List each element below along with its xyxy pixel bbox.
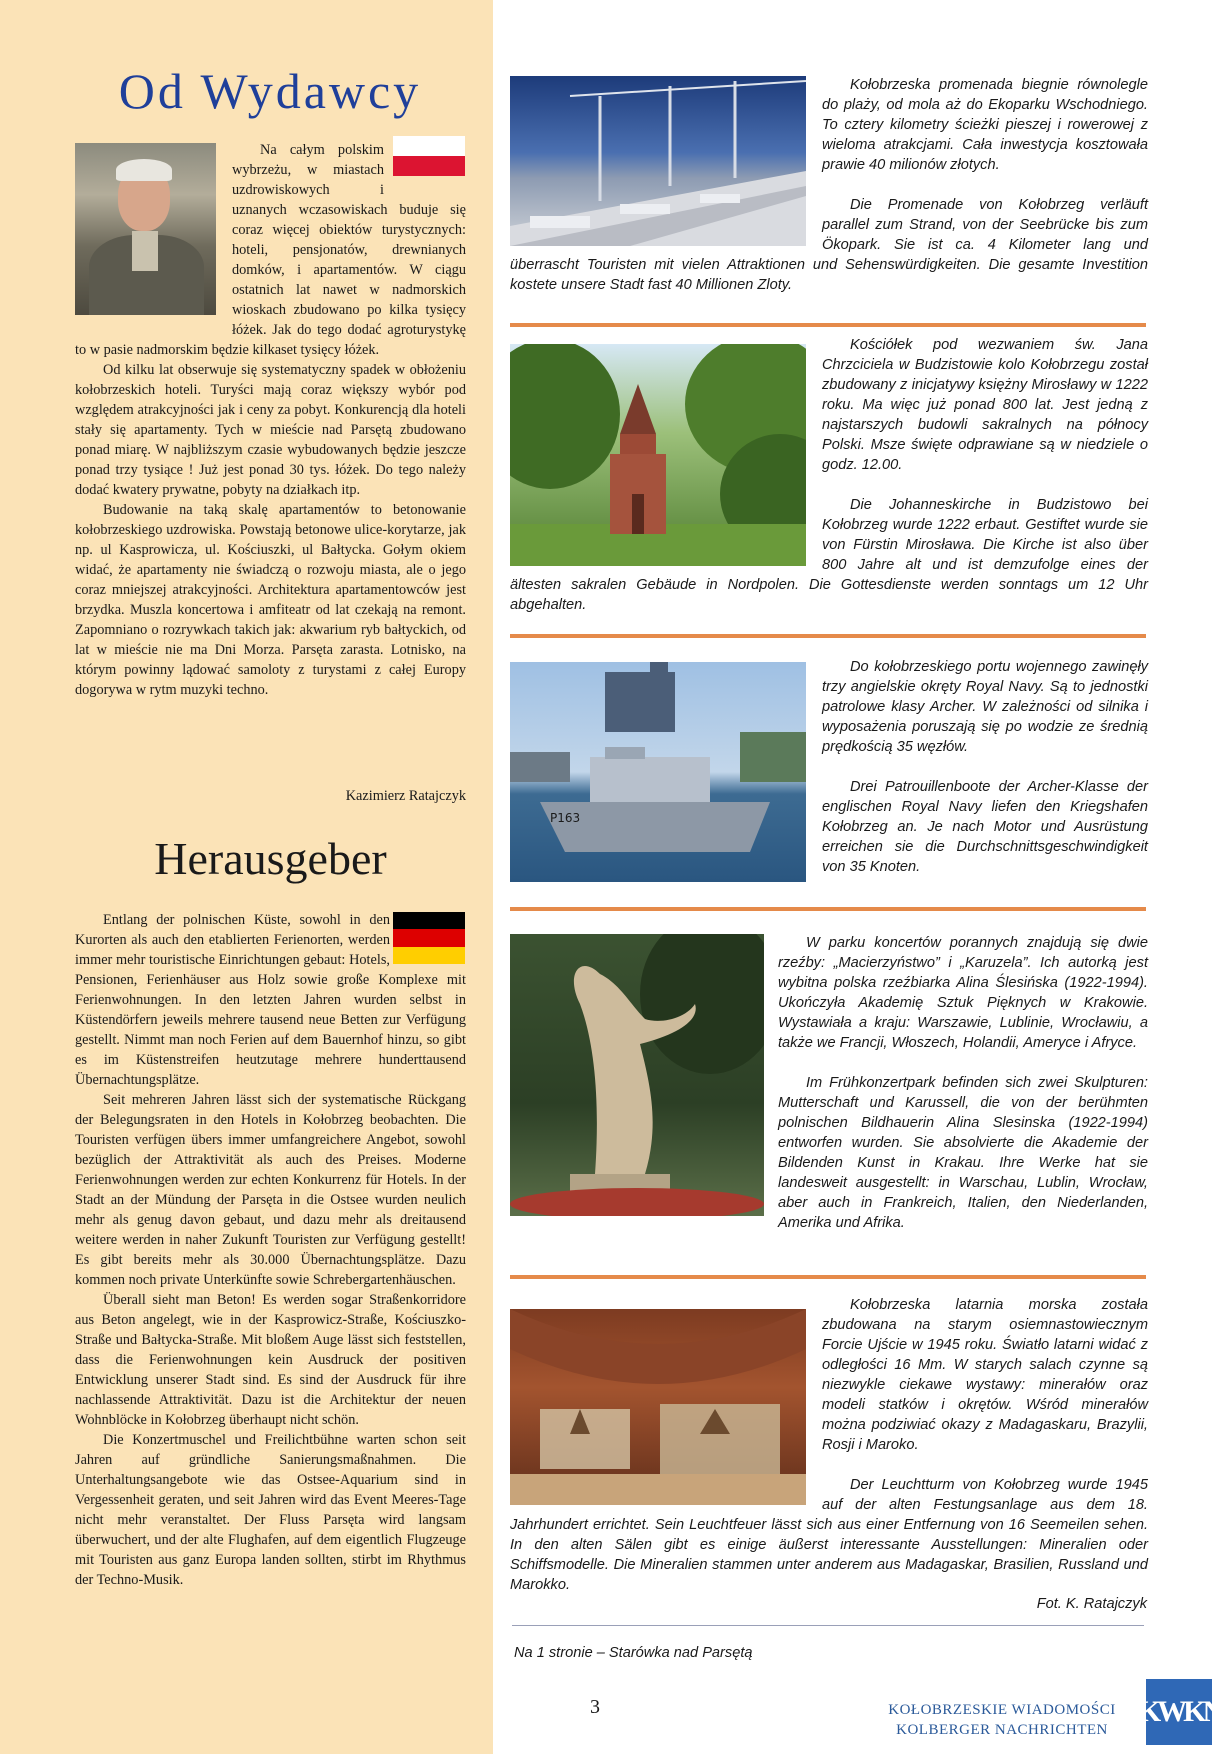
cover-note: Na 1 stronie – Starówka nad Parsętą — [514, 1645, 753, 1661]
photo-float-spacer — [510, 75, 822, 243]
paragraph-de: Überall sieht man Beton! Es werden sogar Straßenkorridore aus Beton angelegt, wie in der Kasprowicz-Straße, Kościuszko-Straße und Bałtycka-Straße. Mit bloßem Auge lässt sich feststellen, dass die Ferienwohnungen kein Ausdruck der positiven Entwicklung unserer Stadt sind. Es sind der Ausdruck für ihre nachlassende Attraktivität. Dazu ist die Architektur der neuen Wohnblöcke in Kołobrzeg überhaupt nicht schön. — [75, 1292, 466, 1428]
paragraph-de: Die Konzertmuschel und Freilichtbühne warten schon seit Jahren auf gründliche Sanierungsmaßnahmen. Die Unterhaltungsangebote wie das Ostsee-Aquarium sind in Vergessenheit geraten, und seit Jahren wird das Event Meeres-Tage nicht mehr veranstaltet. Der Fluss Parsęta wird langsam überwuchert, und der alte Flughafen, auf dem eigentlich Flugzeuge mit Touristen aus ganz Europa landen sollten, stirbt im Rhythmus der Techno-Musik. — [75, 1432, 466, 1588]
flag-float-spacer — [384, 140, 466, 184]
photo-float-spacer — [510, 657, 822, 697]
brand-line-pl: KOŁOBRZESKIE WIADOMOŚCI — [888, 1702, 1116, 1718]
editorial-title-pl: Od Wydawcy — [118, 63, 422, 119]
caption-pl: Kołobrzeska latarnia morska została zbudowana na starym osiemnastowiecznym Forcie Ujście w 1945 roku. Światło latarni widać z odległości 16 Mm. W starych salach czynne są niezwykle ciekawe wystawy: minerałów oraz modeli statków i okrętów. Wśród minerałów można podziwiać okazy z Madagaskaru, Brazylii, Rosji i Maroko. — [822, 1297, 1148, 1453]
caption-pl: Kołobrzeska promenada biegnie równolegle do plaży, od mola aż do Ekoparku Wschodniego. To cztery kilometry ścieżki pieszej i rowerowej z wieloma atrakcjami. Cała inwestycja kosztowała prawie 40 milionów złotych. — [822, 77, 1148, 173]
story-navy-caption — [510, 657, 1148, 877]
section-divider — [510, 634, 1146, 638]
boat-hull-number: P163 — [550, 811, 581, 825]
section-divider — [510, 907, 1146, 911]
author-signature: Kazimierz Ratajczyk — [345, 788, 466, 804]
paragraph-pl: Od kilku lat obserwuje się systematyczny spadek w obłożeniu kołobrzeskich hoteli. Turyści mają coraz większy wybór pod względem atrakcyjności jak i ceny za pobyt. Konkurencją dla hoteli stały się apartamenty. Tych w mieście nad Parsętą zbudowano ponad miarę. W najbliższym czasie wybudowanych będzie jeszcze ponad trzy tysiące ! Już jest ponad 30 tys. łóżek. Do tego należy dodać kwatery prywatne, pobyty na działkach itp. — [75, 362, 466, 498]
story-sculpture-caption — [510, 933, 1148, 1233]
photo-credit: Fot. K. Ratajczyk — [1036, 1596, 1147, 1612]
caption-de: Der Leuchtturm von Kołobrzeg wurde 1945 auf der alten Festungsanlage aus dem 18. Jahrhundert errichtet. Sein Leuchtfeuer lässt sich aus einer Entfernung von 16 Seemeilen sehen. In den alten Sälen gibt es einige äußerst interessante Ausstellungen: Mineralien oder Schiffsmodelle. Die Mineralien stammen unter anderem aus Madagaskar, Brasilien, Russland und Marokko. — [510, 1477, 1148, 1593]
flag-float-spacer — [390, 910, 466, 966]
paragraph-de: Entlang der polnischen Küste, sowohl in den Kurorten als auch den etablierten Ferienorten, werden immer mehr touristische Einrichtungen gebaut: Hotels, Pensionen, Ferienhäuser aus Holz sowie große Komplexe mit Ferienwohnungen. In den letzten Jahren wurden selbst in Küstendörfern jeweils mehrere tausend neue Betten zur Verfügung gestellt. Nimmt man noch Ferien auf dem Bauernhof hinzu, so gibt es im Küstenstreifen heutzutage mehrere hunderttausend Übernachtungsplätze. — [75, 912, 466, 1088]
paragraph-pl: Budowanie na taką skalę apartamentów to betonowanie kołobrzeskiego uzdrowiska. Powstają betonowe ulice-korytarze, jak np. ul Kasprowicza, ul. Kościuszki, ul Bałtycka. Gołym okiem widać, że apartamenty nie świadczą o rozwoju miasta, ale o jego coraz mniejszej atrakcyjności. Architektura apartamentowców jest brzydka. Muszla koncertowa i amfiteatr od lat czekają na remont. Zapomniano o rozrywkach takich jak: akwarium ryb bałtyckich, od lat w mieście nie ma Dni Morza. Parsęta zarasta. Lotnisko, na którym powinny lądować samoloty z turystami z całej Europy dogorywa w rytm muzyki techno. — [75, 502, 466, 698]
publication-brand — [870, 1700, 1134, 1740]
portrait-float-spacer — [75, 140, 232, 322]
caption-de: Drei Patrouillenboote der Archer-Klasse der englischen Royal Navy liefen den Kriegshafen Kołobrzeg an. Je nach Motor und Ausrüstung erreichen sie die Durchschnittsgeschwindigkeit von 35 Knoten. — [822, 779, 1148, 875]
caption-pl: W parku koncertów porannych znajdują się dwie rzeźby: „Macierzyństwo” i „Karuzela”. Ich autorką jest wybitna polska rzeźbiarka Alina Ślesińska (1922-1994). Ukończyła Akademię Sztuk Pięknych w Krakowie. Wystawiała a kraju: Warszawie, Lublinie, Wrocławiu, a także we Francji, Włoszech, Holandii, Ameryce i Afryce. — [778, 935, 1148, 1051]
page-number: 3 — [590, 1696, 600, 1718]
brand-line-de: KOLBERGER NACHRICHTEN — [896, 1722, 1108, 1738]
caption-de: Die Promenade von Kołobrzeg verläuft parallel zum Strand, von der Seebrücke bis zum Ökopark. Sie ist ca. 4 Kilometer lang und überrascht Touristen mit vielen Attraktionen und Sehenswürdigkeiten. Die gesamte Investition kostete unsere Stadt fast 40 Millionen Zloty. — [510, 197, 1148, 293]
photo-float-spacer — [510, 1295, 822, 1511]
caption-pl: Kościółek pod wezwaniem św. Jana Chrzciciela w Budzistowie kolo Kołobrzegu został zbudowany z inicjatywy księżny Mirosławy w 1222 roku. Ma więc już ponad 800 lat. Jest jedną z najstarszych budowli sakralnych na północy Polski. Msze święte odprawiane są w niedziele o godz. 12.00. — [822, 337, 1148, 473]
paragraph-de: Seit mehreren Jahren lässt sich der systematische Rückgang der Belegungsraten in den Hotels in Kołobrzeg beobachten. Die Touristen verfügen übers immer umfangreichere Angebot, sowohl bezüglich der Attraktivität als auch des Preises. Moderne Ferienwohnungen werden zur echten Konkurrenz für Hotels. In der Stadt an der Mündung der Parsęta in die Ostsee wurden neulich mehr als genug davon gebaut, und dazu mehr als dreitausend weitere werden in naher Zukunft Touristen zur Verfügung gestellt! Es gibt bereits mehr als 30.000 Übernachtungsplätze. Dazu kommen noch private Unterkünfte sowie Schrebergartenhäuschen. — [75, 1092, 466, 1288]
editorial-text-pl — [75, 140, 466, 700]
section-divider — [510, 323, 1146, 327]
caption-pl: Do kołobrzeskiego portu wojennego zawinęły trzy angielskie okręty Royal Navy. Są to jednostki patrolowe klasy Archer. W zależności od silnika i wyposażenia poruszają się po wodzie ze średnią prędkością 35 węzłów. — [822, 659, 1148, 755]
photo-float-spacer — [510, 933, 778, 1233]
editorial-title-de: Herausgeber — [154, 833, 387, 884]
story-church-caption — [510, 335, 1148, 615]
footer-rule — [512, 1625, 1144, 1626]
section-divider — [510, 1275, 1146, 1279]
publication-logo: KWKN — [1146, 1679, 1212, 1745]
paragraph-pl: Na całym polskim wybrzeżu, w miastach uzdrowiskowych i uznanych wczasowiskach buduje się coraz więcej obiektów turystycznych: hoteli, pensjonatów, drewnianych domków, i apartamentów. W ciągu ostatnich lat nawet w nadmorskich wioskach zbudowano po kilka tysięcy łóżek. Jak do tego dodać agroturystykę to w pasie nadmorskim będzie kilkaset tysięcy łóżek. — [75, 142, 466, 358]
caption-de: Die Johanneskirche in Budzistowo bei Kołobrzeg wurde 1222 erbaut. Gestiftet wurde sie von Fürstin Mirosława. Die Kirche ist also über 800 Jahre alt und ist demzufolge eines der ältesten sakralen Gebäude in Nordpolen. Die Gottesdienste werden sonntags um 12 Uhr abgehalten. — [510, 497, 1148, 613]
caption-de: Im Frühkonzertpark befinden sich zwei Skulpturen: Mutterschaft und Karussell, die von der berühmten polnischen Bildhauerin Alina Slesinska (1922-1994) entworfen wurden. Sie absolvierte die Akademie der Bildenden Kunst in Krakau. Ihre Werke hat sie landesweit ausgestellt: in Warschau, Lublin, Wrocław, aber auch in Frankreich, Italien, den Niederlanden, Amerika und Afrika. — [778, 1075, 1148, 1231]
editorial-text-de — [75, 910, 466, 1590]
photo-float-spacer — [510, 335, 822, 567]
story-lighthouse-caption — [510, 1295, 1148, 1595]
story-promenade-caption — [510, 75, 1148, 295]
